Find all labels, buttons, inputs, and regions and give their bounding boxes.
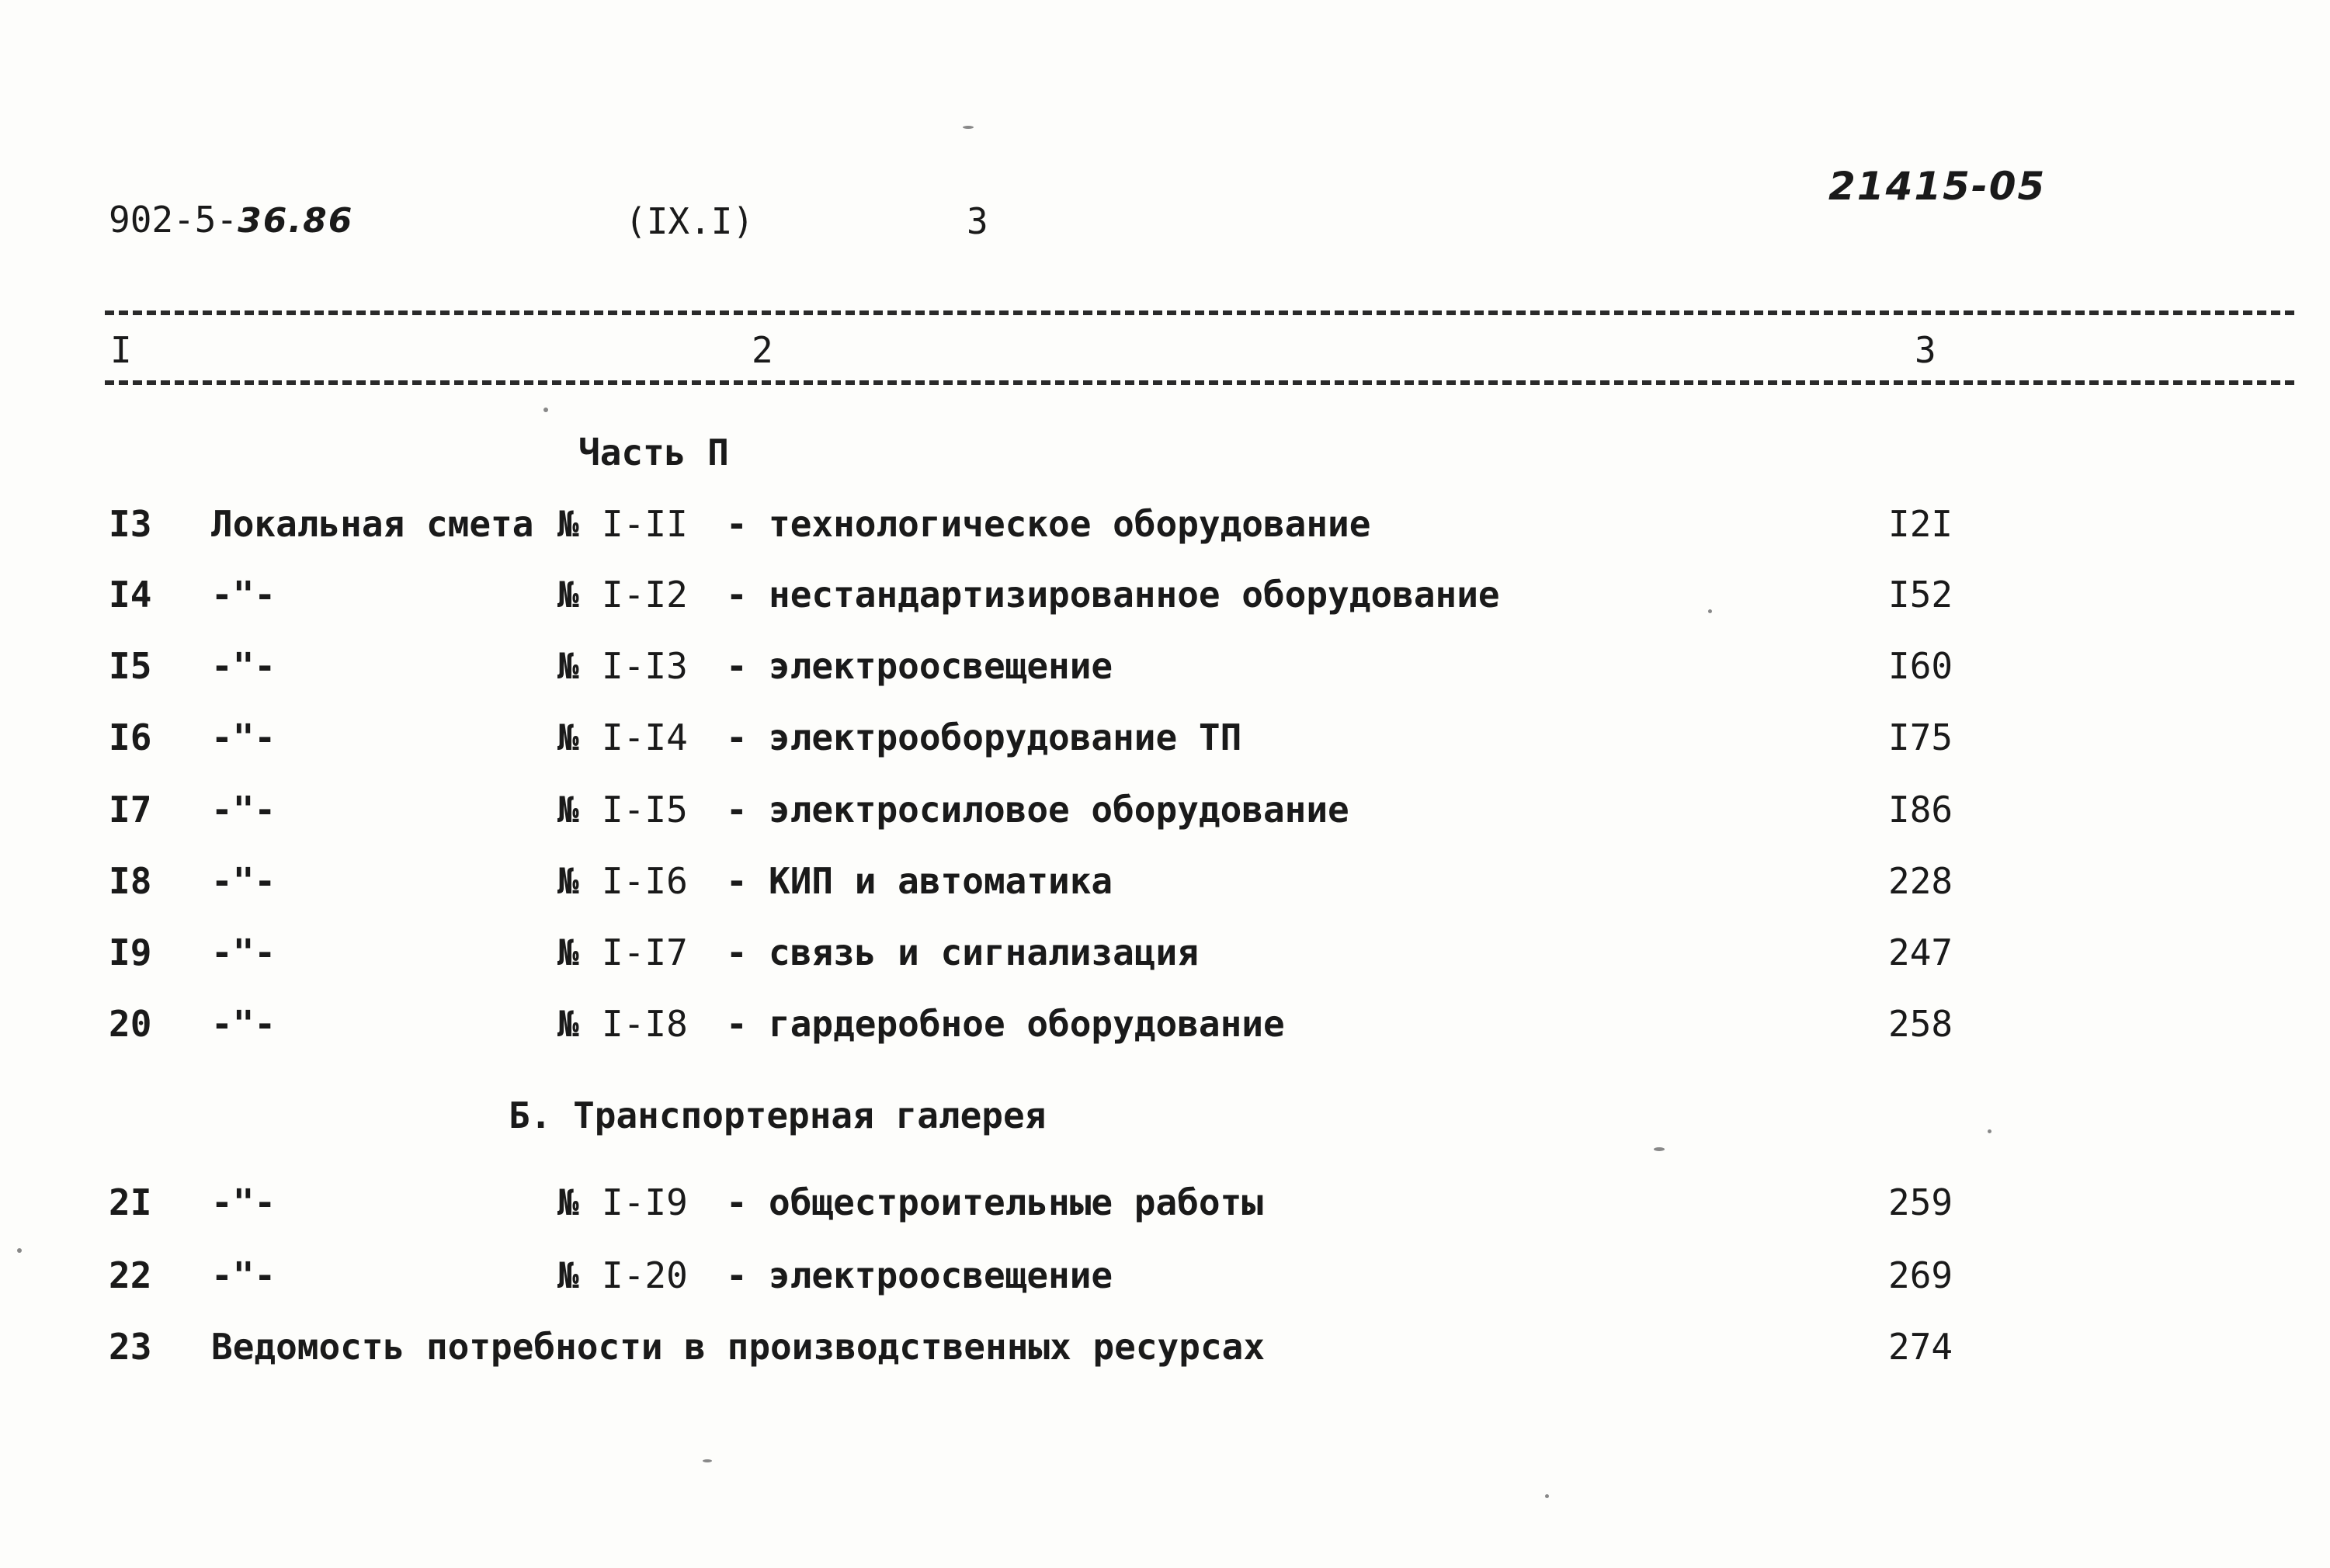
scan-speck (1545, 1494, 1549, 1498)
section-code: (IX.I) (625, 200, 755, 242)
row-description: электрооборудование ТП (769, 716, 1242, 758)
ditto-mark: -"- (211, 716, 276, 758)
estimate-code: I-I9 (602, 1181, 688, 1223)
row-lead: Локальная смета (211, 503, 534, 545)
ditto-mark: -"- (211, 931, 276, 973)
list-item (0, 574, 2330, 623)
row-number: 23 (109, 1326, 152, 1368)
page-number: 228 (1888, 860, 1953, 902)
number-sign: № (557, 789, 579, 831)
dash-separator: - (726, 503, 748, 545)
page-number: I60 (1888, 645, 1953, 687)
list-item (0, 931, 2330, 981)
handwritten-reference: 21415-05 (1828, 164, 2047, 209)
page-number: I52 (1888, 574, 1953, 616)
list-item (0, 645, 2330, 695)
row-number: I3 (109, 503, 152, 545)
column-2-header: 2 (752, 329, 773, 371)
estimate-code: I-II (602, 503, 688, 545)
row-description: электроосвещение (769, 1254, 1113, 1296)
page-number: I2I (1888, 503, 1953, 545)
list-item (0, 1254, 2330, 1304)
scan-speck (17, 1248, 22, 1253)
scan-speck (1708, 609, 1712, 613)
doc-code-handwritten: 36.86 (238, 201, 354, 241)
page-number: 269 (1888, 1254, 1953, 1296)
row-description: технологическое оборудование (769, 503, 1371, 545)
ditto-mark: -"- (211, 574, 276, 616)
number-sign: № (557, 1181, 579, 1223)
doc-code-printed: 902-5- (109, 199, 238, 241)
number-sign: № (557, 931, 579, 973)
list-item (0, 1003, 2330, 1053)
row-number: 2I (109, 1181, 152, 1223)
ditto-mark: -"- (211, 645, 276, 687)
estimate-code: I-I2 (602, 574, 688, 616)
row-description: электросиловое оборудование (769, 789, 1349, 831)
dash-separator: - (726, 1003, 748, 1045)
row-number: I8 (109, 860, 152, 902)
page-number: 274 (1888, 1326, 1953, 1368)
page-number: I75 (1888, 716, 1953, 758)
page-number: I86 (1888, 789, 1953, 831)
dash-separator: - (726, 716, 748, 758)
list-item (0, 716, 2330, 766)
estimate-code: I-20 (602, 1254, 688, 1296)
number-sign: № (557, 574, 579, 616)
row-description: гардеробное оборудование (769, 1003, 1285, 1045)
estimate-code: I-I5 (602, 789, 688, 831)
ditto-mark: -"- (211, 1254, 276, 1296)
row-number: 20 (109, 1003, 152, 1045)
page-number: 247 (1888, 931, 1953, 973)
ditto-mark: -"- (211, 860, 276, 902)
row-number: I9 (109, 931, 152, 973)
ditto-mark: -"- (211, 1181, 276, 1223)
number-sign: № (557, 860, 579, 902)
scan-speck (543, 408, 548, 412)
doc-code (109, 199, 354, 241)
list-item (0, 789, 2330, 838)
dash-separator: - (726, 860, 748, 902)
scan-speck (1988, 1129, 1991, 1133)
sheet-number: 3 (967, 200, 988, 242)
ditto-mark: -"- (211, 789, 276, 831)
row-description: КИП и автоматика (769, 860, 1113, 902)
row-number: I6 (109, 716, 152, 758)
estimate-code: I-I7 (602, 931, 688, 973)
row-number: I7 (109, 789, 152, 831)
part-heading: Часть П (578, 432, 729, 474)
list-item (0, 860, 2330, 910)
page-number: 259 (1888, 1181, 1953, 1223)
estimate-code: I-I4 (602, 716, 688, 758)
column-3-header: 3 (1915, 329, 1936, 371)
dash-separator: - (726, 645, 748, 687)
dash-separator: - (726, 931, 748, 973)
list-item (0, 1326, 2330, 1375)
estimate-code: I-I6 (602, 860, 688, 902)
page-number: 258 (1888, 1003, 1953, 1045)
ditto-mark: -"- (211, 1003, 276, 1045)
dash-separator: - (726, 1254, 748, 1296)
scan-speck (703, 1459, 712, 1462)
number-sign: № (557, 645, 579, 687)
row-description: связь и сигнализация (769, 931, 1199, 973)
column-1-header: I (110, 329, 132, 371)
divider-top (105, 310, 2294, 315)
number-sign: № (557, 1003, 579, 1045)
row-number: I5 (109, 645, 152, 687)
row-description: Ведомость потребности в производственных ресурсах (211, 1326, 1266, 1368)
dash-separator: - (726, 1181, 748, 1223)
scan-speck (963, 126, 974, 129)
divider-bottom (105, 380, 2294, 385)
row-number: 22 (109, 1254, 152, 1296)
section-b-heading: Б. Транспортерная галерея (509, 1094, 1047, 1136)
row-description: общестроительные работы (769, 1181, 1263, 1223)
row-description: электроосвещение (769, 645, 1113, 687)
number-sign: № (557, 1254, 579, 1296)
scan-speck (1654, 1147, 1665, 1151)
dash-separator: - (726, 574, 748, 616)
dash-separator: - (726, 789, 748, 831)
estimate-code: I-I3 (602, 645, 688, 687)
list-item (0, 1181, 2330, 1231)
number-sign: № (557, 716, 579, 758)
number-sign: № (557, 503, 579, 545)
estimate-code: I-I8 (602, 1003, 688, 1045)
row-description: нестандартизированное оборудование (769, 574, 1500, 616)
row-number: I4 (109, 574, 152, 616)
list-item (0, 503, 2330, 553)
